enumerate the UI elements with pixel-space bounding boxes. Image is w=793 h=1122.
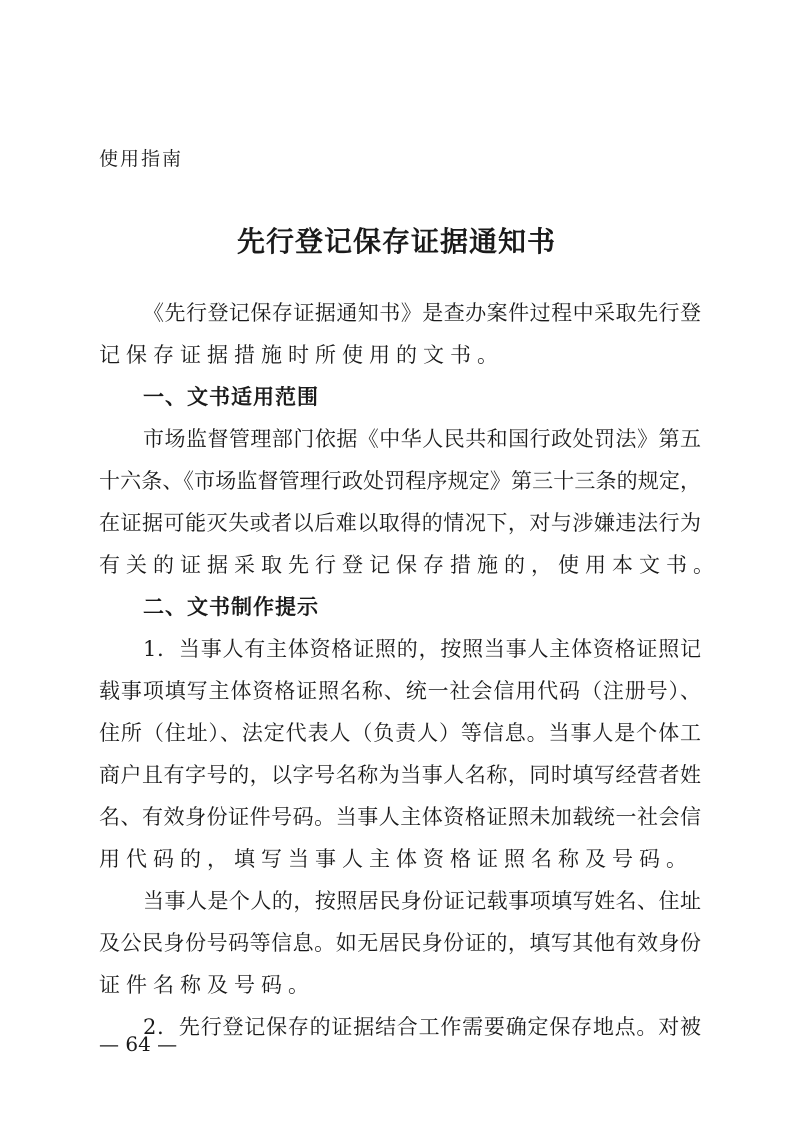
text-line: 有关的证据采取先行登记保存措施的，使用本文书。: [99, 553, 720, 577]
text-line: 《先行登记保存证据通知书》是查办案件过程中采取先行登: [143, 301, 701, 325]
document-body: [99, 292, 720, 1048]
text-line: 名、有效身份证件号码。当事人主体资格证照未加载统一社会信: [99, 805, 701, 829]
text-line: 十六条、《市场监督管理行政处罚程序规定》第三十三条的规定，: [99, 469, 701, 493]
document-title: 先行登记保存证据通知书: [236, 225, 556, 258]
page-number: — 64 —: [99, 1032, 178, 1056]
text-line: 市场监督管理部门依据《中华人民共和国行政处罚法》第五: [143, 427, 701, 451]
text-line: 及公民身份号码等信息。如无居民身份证的，填写其他有效身份: [99, 931, 701, 955]
text-line: 记保存证据措施时所使用的文书。: [99, 343, 504, 367]
text-line: 1．当事人有主体资格证照的，按照当事人主体资格证照记: [143, 637, 701, 661]
section-header: 使用指南: [99, 148, 184, 170]
section-heading: 一、文书适用范围: [143, 385, 319, 409]
text-line: 证件名称及号码。: [99, 973, 315, 997]
text-line: 在证据可能灭失或者以后难以取得的情况下，对与涉嫌违法行为: [99, 511, 701, 535]
text-line: 载事项填写主体资格证照名称、统一社会信用代码（注册号）、: [99, 679, 701, 703]
text-line: 当事人是个人的，按照居民身份证记载事项填写姓名、住址: [143, 889, 701, 913]
text-line: 商户且有字号的，以字号名称为当事人名称，同时填写经营者姓: [99, 763, 701, 787]
text-line: 住所（住址）、法定代表人（负责人）等信息。当事人是个体工: [99, 721, 701, 745]
text-line: 2．先行登记保存的证据结合工作需要确定保存地点。对被: [143, 1015, 701, 1039]
text-line: 用代码的，填写当事人主体资格证照名称及号码。: [99, 847, 693, 871]
section-heading: 二、文书制作提示: [143, 595, 319, 619]
